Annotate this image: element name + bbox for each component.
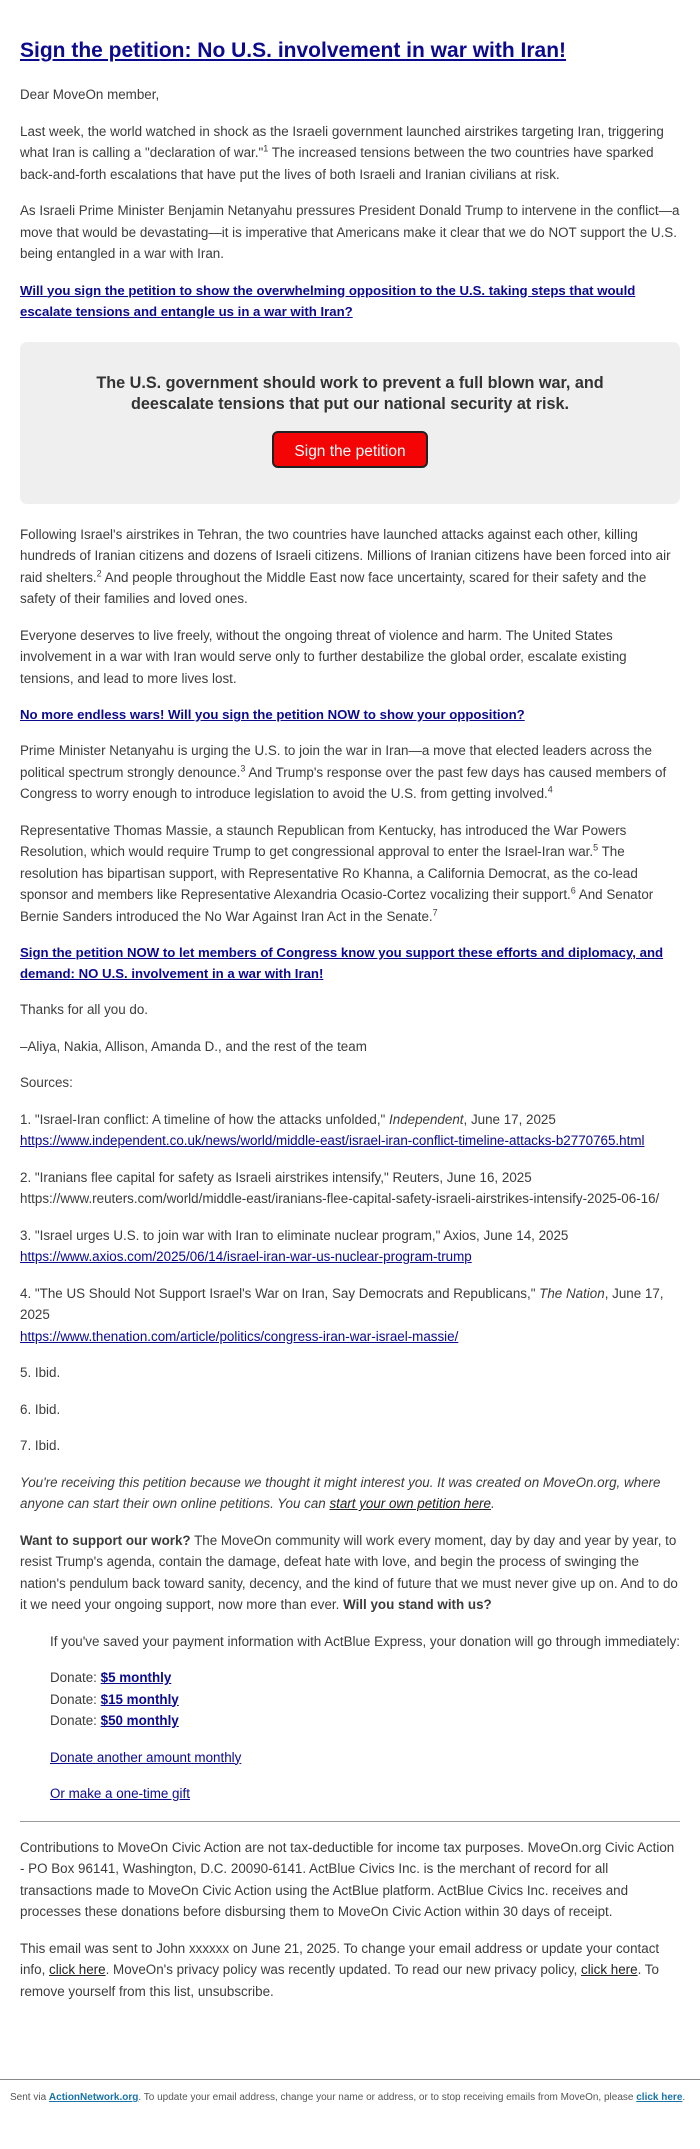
ask-2 (20, 704, 680, 725)
paragraph-congress (20, 740, 680, 805)
source-item (20, 1283, 680, 1348)
headline (20, 38, 680, 64)
support-lead: Want to support our work? (20, 1532, 191, 1548)
footnote-ref: 1 (263, 143, 269, 154)
start-petition-link[interactable]: start your own petition here (329, 1496, 491, 1511)
donate-label: Donate: (50, 1713, 101, 1728)
text: Sent via (10, 2092, 49, 2103)
greeting: Dear MoveOn member, (20, 87, 160, 102)
donate-5-link[interactable]: $5 monthly (100, 1670, 172, 1685)
text: Representative Thomas Massie, a staunch Republican from Kentucky, has introduced the War Powers Resolution, which would require Trump to get congressional approval to enter the Israel-Iran war. (20, 822, 627, 859)
source-link[interactable]: https://www.independent.co.uk/news/world/middle-east/israel-iran-conflict-timeline-attacks-b2770765.html (20, 1133, 645, 1148)
donate-label: Donate: (50, 1691, 101, 1707)
text: 1. (20, 1111, 35, 1127)
actblue-note: If you've saved your payment information with ActBlue Express, your donation will go through immediately: (50, 1633, 681, 1649)
source-link[interactable]: https://www.axios.com/2025/06/14/israel-iran-war-us-nuclear-program-trump (20, 1249, 472, 1264)
text: Independent (389, 1111, 464, 1127)
sign-petition-button[interactable]: Sign the petition (272, 431, 428, 468)
donate-50-link[interactable]: $50 monthly (100, 1713, 179, 1728)
update-contact-link[interactable]: click here (49, 1962, 106, 1977)
signoff: –Aliya, Nakia, Allison, Amanda D., and the rest of the team (20, 1038, 367, 1054)
paragraph-live-freely: Everyone deserves to live freely, without the ongoing threat of violence and harm. The United States involvement in a war with Iran would serve only to further destabilize the global order, escalate existing tensions, and lead to more lives lost. (20, 627, 627, 686)
text: . To update your email address, change your name or address, or to stop receiving emails from MoveOn, please (138, 2092, 637, 2103)
privacy-policy-link[interactable]: click here (581, 1962, 638, 1977)
source-item: 7. Ibid. (20, 1438, 61, 1453)
footer (0, 2079, 700, 2105)
text: 3. (20, 1227, 35, 1243)
donate-other (50, 1747, 680, 1769)
text: "Israel urges U.S. to join war with Iran to eliminate nuclear program," Axios, June 14, 2025 (34, 1227, 569, 1243)
receiving-note (20, 1472, 680, 1515)
text: "Israel-Iran conflict: A timeline of how the attacks unfolded," (34, 1111, 390, 1127)
source-url-text: https://www.reuters.com/world/middle-east/iranians-flee-capital-safety-israeli-airstrikes-intensify-2025-06-16/ (20, 1191, 660, 1206)
footnote-ref: 4 (547, 784, 553, 795)
source-item: 6. Ibid. (20, 1401, 61, 1417)
legal-disclaimer: Contributions to MoveOn Civic Action are not tax-deductible for income tax purposes. MoveOn.org Civic Action - PO Box 96141, Washington, D.C. 20090-6141. ActBlue Civics Inc. is the merchant of record for all transactions made to MoveOn Civic Action using the ActBlue platform. ActBlue Civics Inc. receives and processes these donations before disbursing them to MoveOn Civic Action within 30 days of receipt. (20, 1839, 675, 1919)
text: . (682, 2092, 686, 2103)
donate-once (50, 1783, 680, 1805)
text: You're receiving this petition because we thought it might interest you. It was created on MoveOn.org, where anyone can start their own online petitions. You can (20, 1474, 661, 1511)
support-tail: Will you stand with us? (343, 1597, 492, 1612)
petition-callout (20, 342, 680, 504)
text: And people throughout the Middle East now face uncertainty, scared for their safety and the safety of their families and loved ones. (20, 569, 647, 606)
source-link[interactable]: https://www.thenation.com/article/politics/congress-iran-war-israel-massie/ (20, 1328, 459, 1344)
paragraph-airstrikes (20, 524, 680, 610)
text: . To remove yourself from this list, unsubscribe. (20, 1962, 659, 1999)
sent-to-note (20, 1938, 680, 2003)
text: The resolution has bipartisan support, with Representative Ro Khanna, a California Democrat, as the co-lead sponsor and members like Representative Alexandria Ocasio-Cortez vocalizing their support. (20, 844, 638, 902)
sources-label: Sources: (20, 1075, 73, 1090)
ask-1 (20, 280, 680, 322)
footnote-ref: 2 (96, 568, 102, 579)
email-content (20, 0, 680, 2002)
donate-label: Donate: (50, 1670, 101, 1685)
source-item (20, 1109, 680, 1152)
footnote-ref: 7 (432, 907, 438, 918)
text: This email was sent to John xxxxxx on June 21, 2025. To change your email address or update your contact info, (20, 1940, 660, 1977)
text: . MoveOn's privacy policy was recently updated. To read our new privacy policy, (105, 1962, 582, 1977)
support-paragraph (20, 1530, 680, 1616)
text: Last week, the world watched in shock as the Israeli government launched airstrikes targeting Iran, triggering what Iran is calling a "declaration of war." (20, 123, 664, 160)
text: "The US Should Not Support Israel's War on Iran, Say Democrats and Republicans," (34, 1285, 540, 1301)
donate-other-link[interactable]: Donate another amount monthly (50, 1749, 242, 1765)
donate-options (50, 1667, 680, 1732)
paragraph-intro (20, 121, 680, 186)
paragraph-massie (20, 820, 680, 928)
text: Following Israel's airstrikes in Tehran, the two countries have launched attacks against each other, killing hundreds of Iranian citizens and dozens of Israeli citizens. Millions of Iranian citizens have been forced into air raid shelters. (20, 526, 671, 585)
text: And Trump's response over the past few days has caused members of Congress to worry enough to introduce legislation to avoid the U.S. from getting involved. (20, 764, 667, 801)
source-item (20, 1167, 680, 1210)
donate-section (50, 1631, 680, 1805)
text: , June 17, 2025 (20, 1285, 664, 1322)
divider (20, 1821, 680, 1822)
text: Prime Minister Netanyahu is urging the U.S. to join the war in Iran—a move that elected leaders across the political spectrum strongly denounce. (20, 743, 652, 780)
source-item: 5. Ibid. (20, 1365, 61, 1380)
footnote-ref: 3 (240, 763, 246, 774)
text: The Nation (539, 1285, 605, 1301)
actionnetwork-link[interactable]: ActionNetwork.org (48, 2092, 139, 2103)
thanks: Thanks for all you do. (20, 1002, 149, 1017)
text: , June 17, 2025 (463, 1111, 556, 1127)
text: "Iranians flee capital for safety as Israeli airstrikes intensify," Reuters, June 16, 2025 (34, 1169, 532, 1185)
source-item (20, 1225, 680, 1268)
text: 4. (20, 1285, 35, 1301)
text: The MoveOn community will work every moment, day by day and year by year, to resist Trump's agenda, contain the damage, defeat hate with love, and begin the process of swinging the nation's pendulum back toward sanity, decency, and the kind of future that we must never give up on. And to do it we need your ongoing support, now more than ever. (20, 1532, 678, 1612)
one-time-gift-link[interactable]: Or make a one-time gift (50, 1786, 190, 1801)
footnote-ref: 6 (570, 885, 576, 896)
text: The increased tensions between the two countries have sparked back-and-forth escalations that have put the lives of both Israeli and Iranian civilians at risk. (20, 145, 654, 182)
text: And Senator Bernie Sanders introduced the No War Against Iran Act in the Senate. (20, 887, 654, 924)
ask-1-link[interactable]: Will you sign the petition to show the overwhelming opposition to the U.S. taking steps that would escalate tensions and entangle us in a war with Iran? (20, 282, 636, 319)
text: . (490, 1496, 495, 1511)
footnote-ref: 5 (593, 842, 599, 853)
paragraph-netanyahu: As Israeli Prime Minister Benjamin Netanyahu pressures President Donald Trump to intervene in the conflict—a move that would be devastating—it is imperative that Americans make it clear that we do NOT support the U.S. being entangled in a war with Iran. (20, 203, 680, 261)
text: 2. (20, 1169, 35, 1185)
callout-text: The U.S. government should work to prevent a full blown war, and deescalate tensions that put our national security at risk. (96, 373, 604, 413)
headline-link[interactable]: Sign the petition: No U.S. involvement in war with Iran! (20, 39, 567, 62)
footer-click-here-link[interactable]: click here (636, 2092, 683, 2103)
ask-3-link[interactable]: Sign the petition NOW to let members of Congress know you support these efforts and diplomacy, and demand: NO U.S. involvement in a war with Iran! (20, 945, 664, 981)
ask-2-link[interactable]: No more endless wars! Will you sign the petition NOW to show your opposition? (20, 707, 525, 722)
ask-3 (20, 942, 680, 984)
donate-15-link[interactable]: $15 monthly (100, 1691, 179, 1707)
